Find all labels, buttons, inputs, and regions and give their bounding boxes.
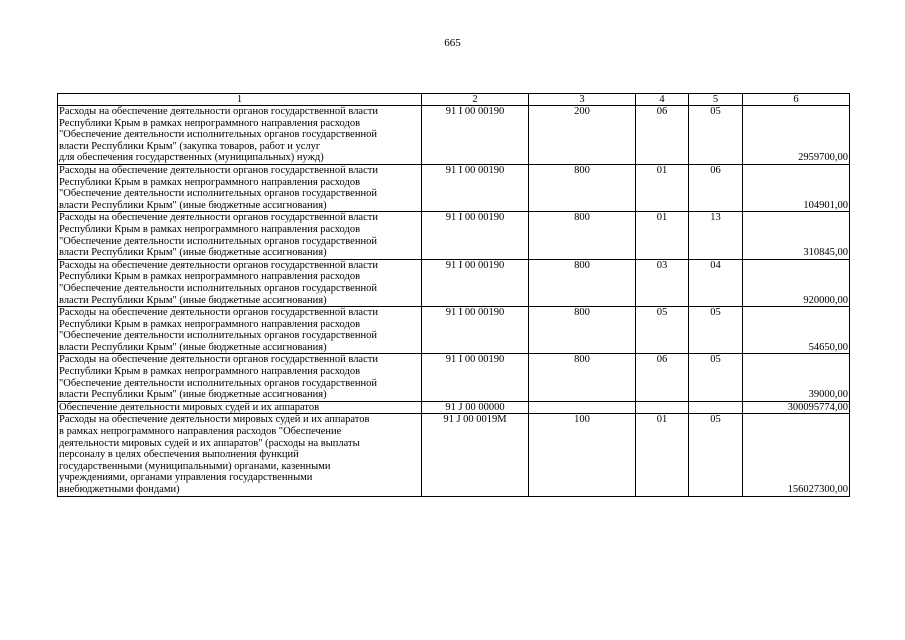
table-row [58,106,850,165]
row-description [58,106,422,165]
row-description [58,307,422,354]
description-line: Республики Крым в рамках непрограммного направления расходов [59,117,361,129]
row-description [58,354,422,401]
header-cell: 6 [743,94,850,106]
header-row [58,94,850,106]
description-line: в рамках непрограммного направления расходов "Обеспечение [59,426,342,438]
description-line: "Обеспечение деятельности исполнительных органов государственной [59,282,377,294]
section-code: 03 [636,259,689,306]
target-article-code: 91 J 00 00000 [422,401,529,414]
expense-type-code: 800 [529,212,636,259]
description-line: Расходы на обеспечение деятельности органов государственной власти [59,354,378,366]
row-description [58,401,422,414]
header-cell: 1 [58,94,422,106]
target-article-code: 91 I 00 00190 [422,164,529,211]
description-line: Расходы на обеспечение деятельности органов государственной власти [59,212,378,224]
amount: 104901,00 [743,164,850,211]
expense-type-code: 200 [529,106,636,165]
table-row [58,307,850,354]
table-row [58,212,850,259]
description-line: Обеспечение деятельности мировых судей и их аппаратов [59,401,320,413]
section-code: 06 [636,106,689,165]
description-line: "Обеспечение деятельности исполнительных органов государственной [59,129,377,141]
description-line: учреждениями, органами управления государственными [59,472,313,484]
subsection-code: 13 [689,212,743,259]
subsection-code: 05 [689,106,743,165]
target-article-code: 91 J 00 0019M [422,414,529,496]
amount: 300095774,00 [743,401,850,414]
description-line: Расходы на обеспечение деятельности органов государственной власти [59,307,378,319]
section-code: 01 [636,164,689,211]
expense-type-code: 800 [529,354,636,401]
description-line: Расходы на обеспечение деятельности органов государственной власти [59,164,378,176]
table-row [58,414,850,496]
target-article-code: 91 I 00 00190 [422,354,529,401]
description-line: Республики Крым в рамках непрограммного направления расходов [59,223,361,235]
header-cell: 4 [636,94,689,106]
amount: 156027300,00 [743,414,850,496]
header-cell: 2 [422,94,529,106]
table-row [58,401,850,414]
subsection-code: 05 [689,354,743,401]
row-description [58,259,422,306]
expense-type-code: 800 [529,164,636,211]
description-line: Республики Крым в рамках непрограммного направления расходов [59,271,361,283]
description-line: "Обеспечение деятельности исполнительных органов государственной [59,188,377,200]
target-article-code: 91 I 00 00190 [422,212,529,259]
description-line: "Обеспечение деятельности исполнительных органов государственной [59,235,377,247]
table-row [58,164,850,211]
amount: 310845,00 [743,212,850,259]
description-line: Республики Крым в рамках непрограммного направления расходов [59,176,361,188]
description-line: Расходы на обеспечение деятельности органов государственной власти [59,106,378,117]
subsection-code [689,401,743,414]
budget-table [57,93,850,497]
description-line: власти Республики Крым" (иные бюджетные ассигнования) [59,389,327,401]
description-line: власти Республики Крым" (иные бюджетные ассигнования) [59,247,327,259]
header-cell: 5 [689,94,743,106]
description-line: власти Республики Крым" (иные бюджетные ассигнования) [59,199,327,211]
description-line: Расходы на обеспечение деятельности мировых судей и их аппаратов [59,414,370,426]
description-line: Республики Крым в рамках непрограммного направления расходов [59,318,361,330]
description-line: деятельности мировых судей и их аппаратов" (расходы на выплаты [59,437,360,449]
table-row [58,259,850,306]
amount: 54650,00 [743,307,850,354]
description-line: для обеспечения государственных (муниципальных) нужд) [59,152,324,164]
description-line: власти Республики Крым" (иные бюджетные ассигнования) [59,341,327,353]
section-code [636,401,689,414]
section-code: 05 [636,307,689,354]
expense-type-code: 800 [529,307,636,354]
subsection-code: 05 [689,414,743,496]
description-line: "Обеспечение деятельности исполнительных органов государственной [59,377,377,389]
page-number: 665 [444,37,461,49]
section-code: 01 [636,414,689,496]
description-line: власти Республики Крым" (иные бюджетные ассигнования) [59,294,327,306]
table-row [58,354,850,401]
amount: 2959700,00 [743,106,850,165]
header-cell: 3 [529,94,636,106]
description-line: власти Республики Крым" (закупка товаров, работ и услуг [59,140,321,152]
target-article-code: 91 I 00 00190 [422,106,529,165]
description-line: Республики Крым в рамках непрограммного направления расходов [59,366,361,378]
description-line: персоналу в целях обеспечения выполнения функций [59,449,299,461]
row-description [58,414,422,496]
section-code: 01 [636,212,689,259]
description-line: государственными (муниципальными) органами, казенными [59,460,331,472]
row-description [58,212,422,259]
section-code: 06 [636,354,689,401]
subsection-code: 06 [689,164,743,211]
description-line: внебюджетными фондами) [59,484,180,495]
row-description [58,164,422,211]
subsection-code: 04 [689,259,743,306]
amount: 920000,00 [743,259,850,306]
description-line: Расходы на обеспечение деятельности органов государственной власти [59,259,378,271]
subsection-code: 05 [689,307,743,354]
expense-type-code: 100 [529,414,636,496]
amount: 39000,00 [743,354,850,401]
expense-type-code [529,401,636,414]
target-article-code: 91 I 00 00190 [422,307,529,354]
description-line: "Обеспечение деятельности исполнительных органов государственной [59,330,377,342]
expense-type-code: 800 [529,259,636,306]
target-article-code: 91 I 00 00190 [422,259,529,306]
